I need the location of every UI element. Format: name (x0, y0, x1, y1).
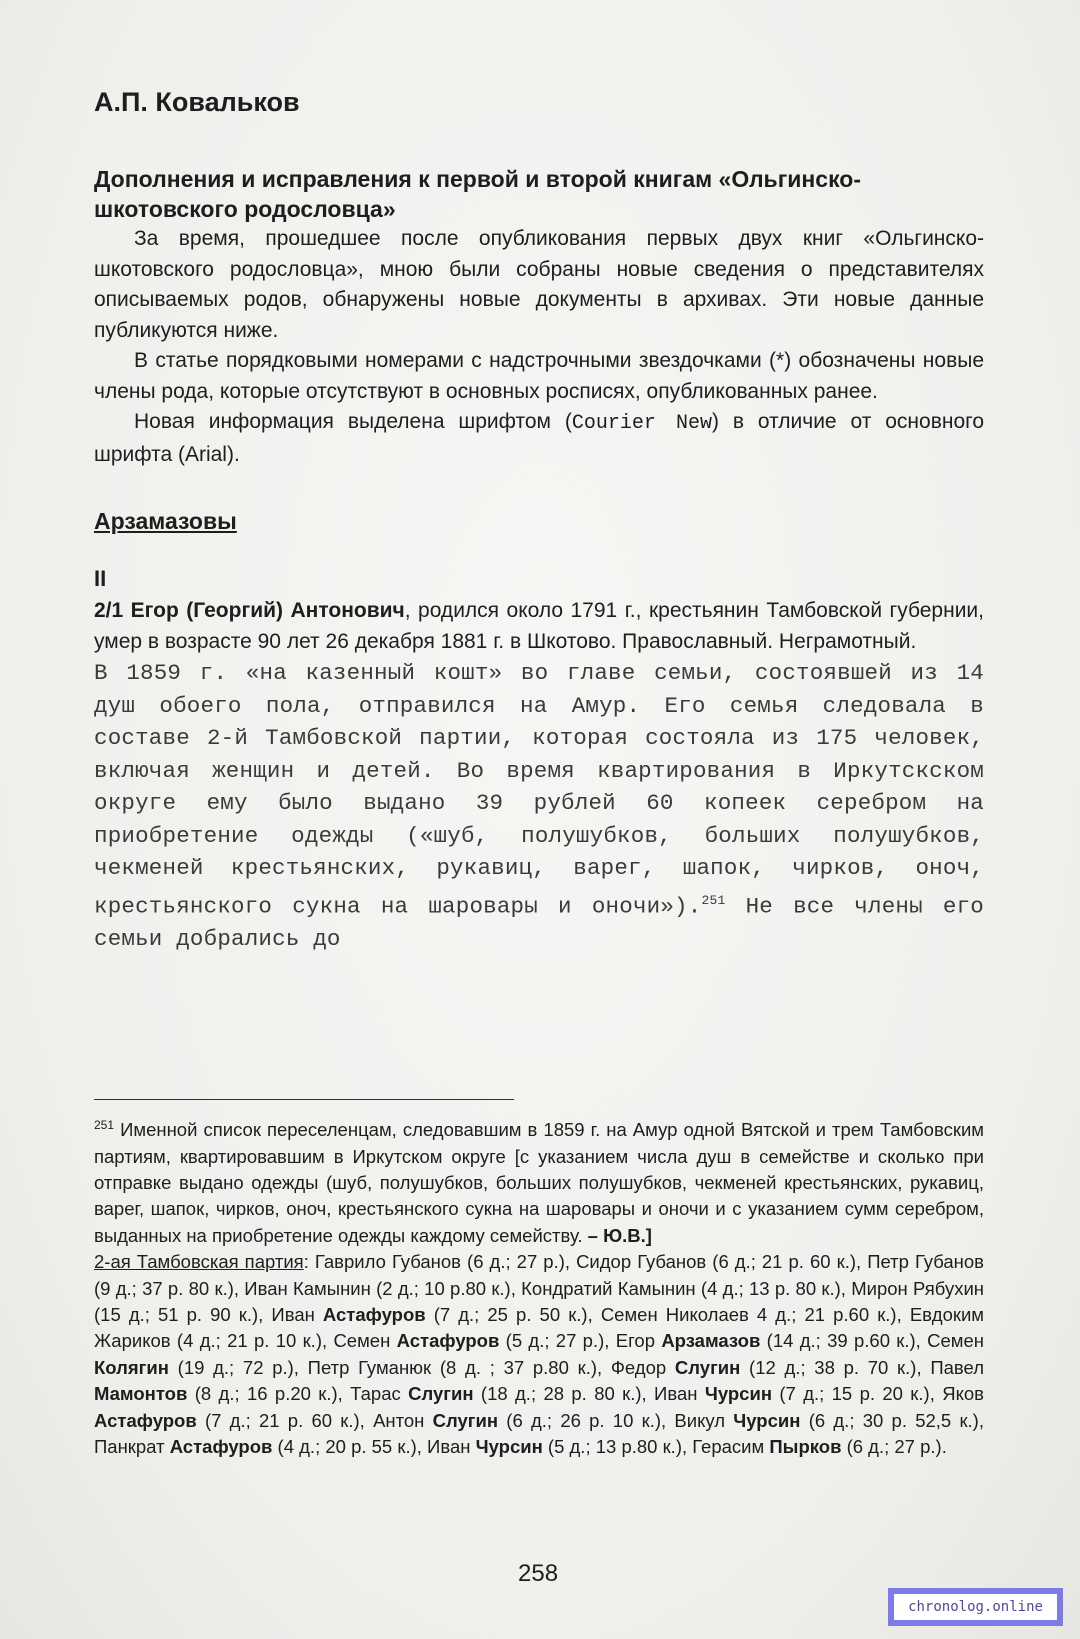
party-member (308, 1357, 611, 1378)
member-surname: Губанов (391, 1251, 461, 1273)
member-given-name: Антон (373, 1409, 433, 1431)
member-given-name: Герасим (692, 1436, 770, 1458)
party-member (601, 1304, 910, 1325)
member-info: (4 д.; 13 р. 80 к.), (695, 1277, 852, 1299)
footnote-signature: – Ю.В.] (587, 1224, 652, 1246)
member-given-name: Иван (244, 1277, 293, 1299)
member-given-name: Мирон (851, 1277, 914, 1299)
party-member (427, 1436, 692, 1457)
member-given-name: Иван (654, 1383, 705, 1405)
member-surname: Чурсин (704, 1383, 773, 1405)
party-member (271, 1304, 600, 1325)
footnote-number: 251 (94, 1118, 115, 1132)
party-member (616, 1330, 927, 1351)
member-surname: Астафуров (396, 1330, 500, 1352)
member-surname: Слугин (432, 1409, 499, 1431)
member-given-name: Иван (427, 1436, 476, 1458)
member-info: (7 д.; 15 р. 20 к.), (772, 1383, 943, 1405)
member-info: (7 д.; 25 р. 50 к.), (425, 1304, 601, 1325)
member-given-name: Яков (942, 1383, 984, 1405)
intro-p3-text-end: ) в отличие от основного шрифта (Arial). (94, 410, 985, 466)
footnote-description (94, 1112, 984, 1249)
page-number: 258 (518, 1560, 559, 1587)
party-member (576, 1251, 867, 1272)
member-surname: Слугин (408, 1383, 474, 1405)
main-content (94, 84, 984, 955)
intro-paragraph-2: В статье порядковыми номерами с надстрочными звездочками (*) обозначены новые члены рода, которые отсутствуют в основных росписях, опубликованных ранее. (94, 349, 984, 403)
member-given-name: Семен (927, 1330, 985, 1352)
member-surname: Арзамазов (661, 1330, 761, 1352)
party-member (94, 1436, 427, 1457)
genealogy-entry (94, 596, 984, 657)
party-member (674, 1410, 984, 1431)
member-info: (6 д.; 26 р. 10 к.), (498, 1409, 675, 1431)
member-given-name: Гаврило (314, 1251, 392, 1273)
member-info: (18 д.; 28 р. 80 к.), (473, 1383, 655, 1405)
member-surname: Губанов (637, 1251, 707, 1273)
new-info-text: В 1859 г. «на казенный кошт» во главе семьи, состоявшей из 14 душ обоего пола, отправился на Амур. Его семья следовала в составе 2-й Тамбовской партии, которая состояла из 175 человек, включая женщин и детей. Во время квартирования в Иркутскском округе ему было выдано 39 рублей 60 копеек серебром на приобретение одежды («шуб, полушубков, больших полушубков, чекменей крестьянских, рукавиц, варег, шапок, чирков, оноч, крестьянского сукна на шаровары и оночи»). (94, 660, 984, 919)
member-info: (2 д.; 10 р.80 к.), (370, 1277, 522, 1299)
entry-text: , родился около 1791 г., крестьянин Тамбовской губернии, умер в возрасте 90 лет 26 декабря 1881 г. в Шкотово. Православный. Неграмотный. (94, 599, 984, 653)
font-sample-courier: Courier New (571, 412, 712, 435)
member-surname: Астафуров (322, 1304, 426, 1325)
member-info: (4 д.; 20 р. 55 к.), (272, 1436, 428, 1458)
party-member (373, 1410, 674, 1431)
intro-paragraph-1: За время, прошедшее после опубликования первых двух книг «Ольгинско-шкотовского родословца», мною были собраны новые сведения о представителях описываемых родов, обнаружены новые документы в архивах. Эти новые данные публикуются ниже. (94, 227, 984, 342)
author-name: А.П. Ковальков (94, 87, 300, 117)
member-given-name: Кондратий (521, 1277, 618, 1299)
party-label: 2-ая Тамбовская партия (94, 1251, 304, 1273)
footnote-reference[interactable]: 251 (701, 892, 726, 908)
member-given-name: Федор (610, 1356, 675, 1378)
member-surname: Астафуров (94, 1409, 197, 1431)
member-given-name: Егор (615, 1330, 662, 1352)
member-info: (4 д.; 21 р. 10 к.), (170, 1330, 334, 1352)
member-info: (5 д.; 27 р.), (499, 1330, 616, 1352)
member-surname: Мамонтов (94, 1383, 188, 1405)
section-heading-family: Арзамазовы (94, 508, 237, 534)
member-info: (19 д.; 72 р.), (168, 1356, 308, 1378)
party-member (350, 1383, 654, 1404)
party-member (244, 1278, 521, 1299)
member-given-name: Евдоким (909, 1304, 985, 1325)
party-items (94, 1251, 984, 1457)
member-surname: Гуманюк (358, 1356, 432, 1378)
member-given-name: Павел (930, 1356, 984, 1378)
member-surname: Слугин (674, 1356, 741, 1378)
member-surname: Рябухин (913, 1277, 985, 1299)
party-member (333, 1330, 615, 1351)
entry-person-name: 2/1 Егор (Георгий) Антонович (94, 599, 405, 622)
member-info: (9 д.; 37 р. 80 к.), (94, 1277, 245, 1299)
watermark-text[interactable]: chronolog.online (894, 1594, 1057, 1620)
member-surname: Жариков (94, 1330, 171, 1352)
new-info-tail: Не все члены его семьи добрались до (94, 893, 984, 952)
member-surname: Пырков (769, 1436, 842, 1458)
footnote (94, 1112, 984, 1460)
member-info: (14 д.; 39 р.60 к.), (760, 1330, 928, 1352)
member-info: (15 д.; 51 р. 90 к.), (94, 1304, 272, 1325)
member-surname: Чурсин (733, 1409, 801, 1431)
intro-p3-text: Новая информация выделена шрифтом ( (134, 410, 572, 433)
member-surname: Губанов (914, 1251, 985, 1273)
article-title: Дополнения и исправления к первой и второй книгам «Ольгинско-шкотовского родословца» (94, 166, 862, 222)
party-member (692, 1436, 947, 1457)
member-info: (6 д.; 21 р. 60 к.), (706, 1251, 868, 1273)
member-info: (8 д.; 16 р.20 к.), (187, 1383, 351, 1405)
intro-paragraph-3 (94, 407, 984, 470)
party-colon: : (303, 1251, 315, 1273)
member-info: (6 д.; 30 р. 52,5 к.), (800, 1409, 984, 1431)
member-given-name: Петр (307, 1356, 359, 1378)
watermark-badge[interactable] (888, 1588, 1063, 1626)
footnote-text: Именной список переселенцам, следовавшим в 1859 г. на Амур одной Вятской и трем Тамбовским партиям, квартировавшим в Иркутском округе [с указанием числа душ в семействе и сколько при отправке выдано одежды (шуб, полушубков, больших полушубков, чекменей крестьянских, рукавиц, варег, шапок, чирков, оноч, крестьянского сукна на шаровары и оночи и с указанием сумм серебром, выданных на приобретение одежды каждому семейству. (94, 1119, 984, 1246)
member-given-name: Семен (333, 1330, 397, 1352)
party-member (654, 1383, 942, 1404)
member-given-name: Сидор (576, 1251, 638, 1273)
member-info: (6 д.; 27 р.), (461, 1251, 577, 1273)
party-list (94, 1249, 984, 1460)
footnote-divider (94, 1099, 514, 1100)
member-info: 4 д.; 21 р.60 к.), (748, 1304, 910, 1325)
member-info: (8 д. ; 37 р.80 к.), (431, 1356, 611, 1378)
party-member (611, 1357, 930, 1378)
member-surname: Колягин (94, 1356, 169, 1378)
member-surname: Николаев (665, 1304, 749, 1325)
party-member (315, 1251, 576, 1272)
new-info-block (94, 657, 984, 955)
member-given-name: Иван (271, 1304, 323, 1325)
party-member (521, 1278, 851, 1299)
member-info: (12 д.; 38 р. 70 к.), (740, 1356, 931, 1378)
member-given-name: Панкрат (94, 1436, 170, 1458)
member-surname: Камынин (617, 1277, 696, 1299)
member-info: (5 д.; 13 р.80 к.), (542, 1436, 693, 1458)
member-given-name: Семен (600, 1304, 666, 1325)
member-info: (6 д.; 27 р.). (841, 1436, 947, 1458)
member-given-name: Тарас (350, 1383, 409, 1405)
member-given-name: Петр (867, 1251, 915, 1273)
member-info: (7 д.; 21 р. 60 к.), (196, 1409, 374, 1431)
member-surname: Астафуров (169, 1436, 273, 1458)
generation-label: II (94, 566, 107, 591)
member-given-name: Викул (674, 1409, 734, 1431)
member-surname: Чурсин (475, 1436, 543, 1458)
member-surname: Камынин (292, 1277, 371, 1299)
